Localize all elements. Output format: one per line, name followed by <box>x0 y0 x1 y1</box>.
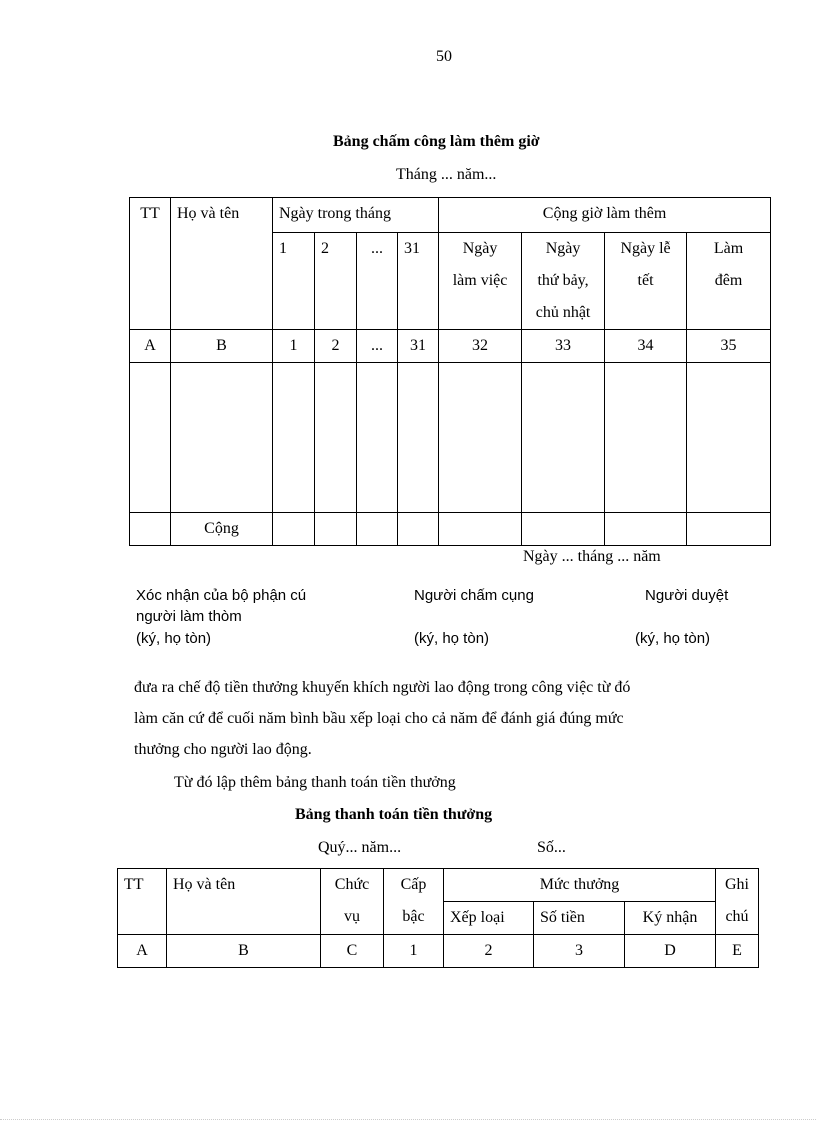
t2-header-position <box>321 869 384 935</box>
header-weekend <box>522 233 605 330</box>
table-row-total <box>130 513 771 546</box>
t2-index-cell: 3 <box>534 935 625 968</box>
paragraph-line: làm căn cứ để cuối năm bình bầu xếp loại cho cả năm để đánh giá đúng mức <box>134 710 624 727</box>
t2-index-cell: E <box>716 935 759 968</box>
holiday-line-1: Ngày lễ <box>620 240 671 257</box>
t2-index-cell: D <box>625 935 716 968</box>
workday-line-2: làm việc <box>452 272 508 289</box>
header-workday <box>439 233 522 330</box>
page-bottom-divider <box>0 1119 816 1120</box>
paragraph-intro-line: Từ đó lập thêm bảng thanh toán tiền thưởng <box>174 774 456 791</box>
body-paragraph <box>134 672 754 765</box>
index-cell: 34 <box>605 330 687 363</box>
table1-subtitle: Tháng ... năm... <box>396 166 497 183</box>
table1-title: Bảng chấm công làm thêm giờ <box>333 133 540 150</box>
weekend-line-3: chủ nhật <box>535 304 591 321</box>
t2-header-bonus: Mức thưởng <box>444 869 716 902</box>
timekeeper-sign-hint: (ký, họ tòn) <box>414 630 490 647</box>
index-cell: 35 <box>687 330 771 363</box>
index-cell: 1 <box>273 330 315 363</box>
header-day-1: 1 <box>273 233 315 330</box>
bonus-payment-table <box>117 868 759 968</box>
night-line-2: đêm <box>714 272 743 289</box>
paragraph-line: thưởng cho người lao động. <box>134 741 312 758</box>
header-holiday <box>605 233 687 330</box>
t2-index-cell: A <box>118 935 167 968</box>
table2-title: Bảng thanh toán tiền thưởng <box>295 806 493 823</box>
date-line: Ngày ... tháng ... năm <box>523 548 661 565</box>
header-day-31: 31 <box>398 233 439 330</box>
position-line-1: Chức <box>334 876 370 893</box>
t2-header-tt: TT <box>118 869 167 935</box>
header-day-2: 2 <box>315 233 357 330</box>
t2-header-note <box>716 869 759 935</box>
position-line-2: vụ <box>344 908 360 925</box>
table2-number: Số... <box>537 839 566 856</box>
dept-confirm-line-1: Xóc nhận của bộ phận cú <box>136 587 307 604</box>
header-days-in-month: Ngày trong tháng <box>273 198 439 233</box>
dept-confirm-line-2: người làm thòm <box>136 608 242 625</box>
rank-line-2: bậc <box>402 908 425 925</box>
index-cell: 31 <box>398 330 439 363</box>
rank-line-1: Cấp <box>400 876 427 893</box>
t2-header-rank <box>384 869 444 935</box>
table-row-empty <box>130 363 771 513</box>
t2-header-name: Họ và tên <box>167 869 321 935</box>
holiday-line-2: tết <box>637 272 654 289</box>
t2-header-signature: Ký nhận <box>625 902 716 935</box>
header-night <box>687 233 771 330</box>
header-total-overtime: Cộng giờ làm thêm <box>439 198 771 233</box>
header-name: Họ và tên <box>171 198 273 330</box>
night-line-1: Làm <box>713 240 744 257</box>
t2-header-amount: Số tiền <box>534 902 625 935</box>
index-cell: A <box>130 330 171 363</box>
t2-header-classification: Xếp loại <box>444 902 534 935</box>
index-cell: B <box>171 330 273 363</box>
t2-index-cell: B <box>167 935 321 968</box>
header-tt: TT <box>130 198 171 330</box>
index-cell: 33 <box>522 330 605 363</box>
approver-label: Người duyệt <box>645 587 729 604</box>
dept-sign-hint: (ký, họ tòn) <box>136 630 212 647</box>
approver-sign-hint: (ký, họ tòn) <box>635 630 711 647</box>
page-number: 50 <box>436 48 452 65</box>
header-day-dots: ... <box>357 233 398 330</box>
note-line-1: Ghi <box>725 876 749 893</box>
t2-index-cell: C <box>321 935 384 968</box>
weekend-line-1: Ngày <box>545 240 581 257</box>
workday-line-1: Ngày <box>462 240 498 257</box>
table2-quarter: Quý... năm... <box>318 839 402 856</box>
t2-index-cell: 1 <box>384 935 444 968</box>
index-cell: 32 <box>439 330 522 363</box>
t2-index-cell: 2 <box>444 935 534 968</box>
overtime-timesheet-table <box>129 197 771 546</box>
index-cell: 2 <box>315 330 357 363</box>
index-cell: ... <box>357 330 398 363</box>
total-label: Cộng <box>171 513 273 546</box>
timekeeper-label: Người chấm cụng <box>414 587 534 604</box>
paragraph-line: đưa ra chế độ tiền thưởng khuyến khích người lao động trong công việc từ đó <box>134 679 631 696</box>
note-line-2: chú <box>725 908 749 925</box>
weekend-line-2: thứ bảy, <box>537 272 589 289</box>
